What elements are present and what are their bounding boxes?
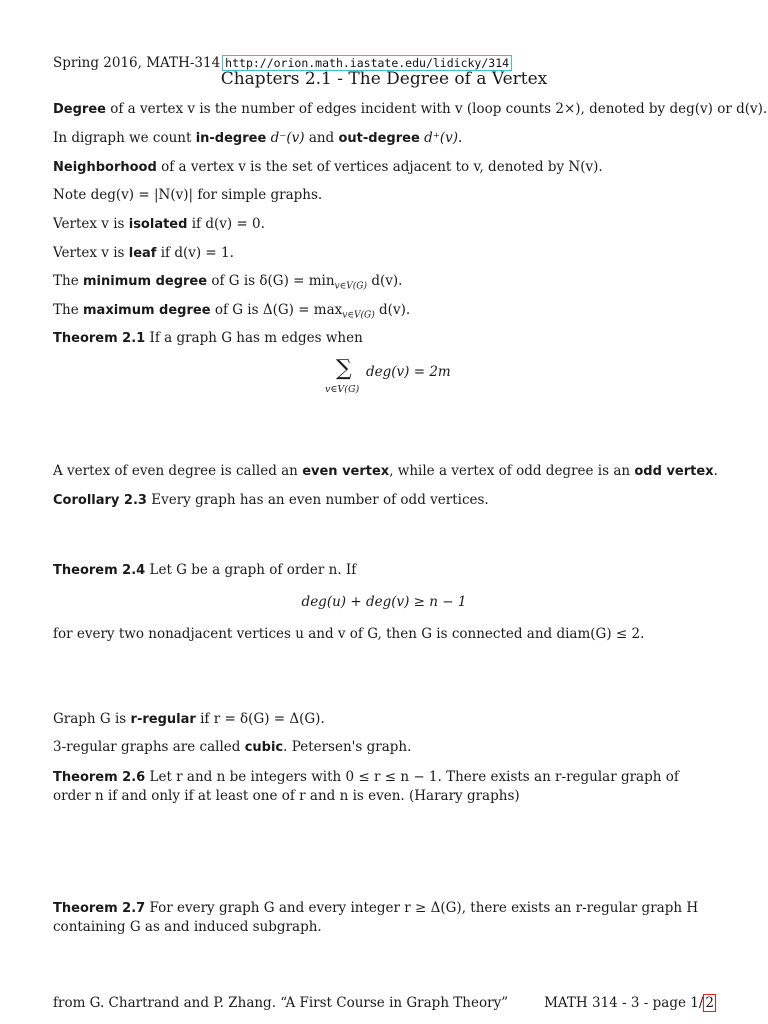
min-prefix: The bbox=[53, 273, 79, 289]
min-suffix: of G is δ(G) = min bbox=[211, 273, 335, 289]
regular-term: r-regular bbox=[130, 712, 196, 727]
min-subscript: v∈V(G) bbox=[334, 281, 368, 292]
and-text: and bbox=[308, 130, 335, 146]
theorem-2-6-label: Theorem 2.6 bbox=[53, 770, 146, 785]
odd-vertex-term: odd vertex bbox=[634, 464, 714, 479]
isolated-definition bbox=[53, 216, 265, 232]
even-odd-definition bbox=[53, 463, 718, 479]
theorem-2-7-text: For every graph G and every integer r ≥ Δ(G), there exists an r-regular graph H containing G as and induced subgraph. bbox=[53, 900, 699, 935]
regular-definition bbox=[53, 711, 325, 727]
out-degree-symbol: d⁺(v). bbox=[424, 130, 463, 146]
page-title: Chapters 2.1 - The Degree of a Vertex bbox=[220, 69, 548, 89]
theorem-2-4 bbox=[53, 562, 356, 578]
out-degree-term: out-degree bbox=[338, 131, 420, 146]
corollary-2-3-text: Every graph has an even number of odd vertices. bbox=[151, 492, 489, 508]
isolated-suffix: if d(v) = 0. bbox=[191, 216, 265, 232]
theorem-2-4-equation: deg(u) + deg(v) ≥ n − 1 bbox=[301, 594, 467, 610]
theorem-2-6-text: Let r and n be integers with 0 ≤ r ≤ n − 1. There exists an r-regular graph of order n if and only if at least one of r and n is even. (Harary graphs) bbox=[53, 769, 679, 804]
footer-page bbox=[544, 995, 716, 1011]
page-label: MATH 314 - 3 - page 1/ bbox=[544, 995, 704, 1011]
sum-symbol: ∑ bbox=[336, 356, 352, 381]
theorem-2-7-label: Theorem 2.7 bbox=[53, 901, 146, 916]
cubic-prefix: 3-regular graphs are called bbox=[53, 739, 241, 755]
max-prefix: The bbox=[53, 302, 79, 318]
neighborhood-definition bbox=[53, 159, 603, 175]
regular-prefix: Graph G is bbox=[53, 711, 127, 727]
theorem-2-4-text: Let G be a graph of order n. If bbox=[149, 562, 357, 578]
leaf-definition bbox=[53, 245, 234, 261]
sum-equation: deg(v) = 2m bbox=[366, 364, 451, 380]
theorem-2-1-text: If a graph G has m edges when bbox=[149, 330, 363, 346]
even-odd-middle: , while a vertex of odd degree is an bbox=[389, 463, 631, 479]
min-term: minimum degree bbox=[83, 274, 208, 289]
max-suffix: of G is Δ(G) = max bbox=[214, 302, 343, 318]
max-end: d(v). bbox=[379, 302, 411, 318]
minimum-degree-definition bbox=[53, 273, 402, 292]
degree-definition bbox=[53, 101, 767, 117]
leaf-term: leaf bbox=[128, 246, 157, 261]
note-line: Note deg(v) = |N(v)| for simple graphs. bbox=[53, 187, 323, 203]
next-page-link[interactable]: 2 bbox=[705, 995, 714, 1011]
leaf-suffix: if d(v) = 1. bbox=[160, 245, 234, 261]
degree-term: Degree bbox=[53, 102, 106, 117]
neighborhood-text: of a vertex v is the set of vertices adjacent to v, denoted by N(v). bbox=[161, 159, 603, 175]
leaf-prefix: Vertex v is bbox=[53, 245, 125, 261]
in-degree-term: in-degree bbox=[195, 131, 267, 146]
theorem-2-4-conclusion: for every two nonadjacent vertices u and v of G, then G is connected and diam(G) ≤ 2. bbox=[53, 626, 645, 642]
in-degree-symbol: d⁻(v) bbox=[270, 130, 305, 146]
theorem-2-6 bbox=[53, 768, 718, 805]
cubic-term: cubic bbox=[244, 740, 284, 755]
cubic-definition bbox=[53, 739, 411, 755]
digraph-prefix: In digraph we count bbox=[53, 130, 192, 146]
theorem-2-1 bbox=[53, 330, 363, 346]
neighborhood-term: Neighborhood bbox=[53, 160, 157, 175]
even-odd-end: . bbox=[713, 463, 718, 479]
degree-text: of a vertex v is the number of edges incident with v (loop counts 2×), denoted by deg(v) or d(v). bbox=[110, 101, 768, 117]
footer-source: from G. Chartrand and P. Zhang. “A First Course in Graph Theory” bbox=[53, 995, 509, 1011]
sum-subscript: v∈V(G) bbox=[325, 384, 360, 395]
theorem-2-1-label: Theorem 2.1 bbox=[53, 331, 146, 346]
even-odd-prefix: A vertex of even degree is called an bbox=[53, 463, 298, 479]
cubic-suffix: . Petersen's graph. bbox=[283, 739, 412, 755]
theorem-2-4-label: Theorem 2.4 bbox=[53, 563, 146, 578]
course-url-link[interactable]: http://orion.math.iastate.edu/lidicky/314 bbox=[222, 55, 512, 71]
corollary-2-3 bbox=[53, 492, 489, 508]
theorem-2-7 bbox=[53, 899, 718, 936]
corollary-2-3-label: Corollary 2.3 bbox=[53, 493, 147, 508]
digraph-definition bbox=[53, 130, 462, 146]
max-subscript: v∈V(G) bbox=[342, 310, 375, 321]
maximum-degree-definition bbox=[53, 302, 410, 321]
even-vertex-term: even vertex bbox=[302, 464, 390, 479]
min-end: d(v). bbox=[371, 273, 403, 289]
regular-suffix: if r = δ(G) = Δ(G). bbox=[200, 711, 325, 727]
max-term: maximum degree bbox=[83, 303, 211, 318]
isolated-term: isolated bbox=[128, 217, 188, 232]
course-label: Spring 2016, MATH-314 bbox=[53, 55, 221, 71]
isolated-prefix: Vertex v is bbox=[53, 216, 125, 232]
